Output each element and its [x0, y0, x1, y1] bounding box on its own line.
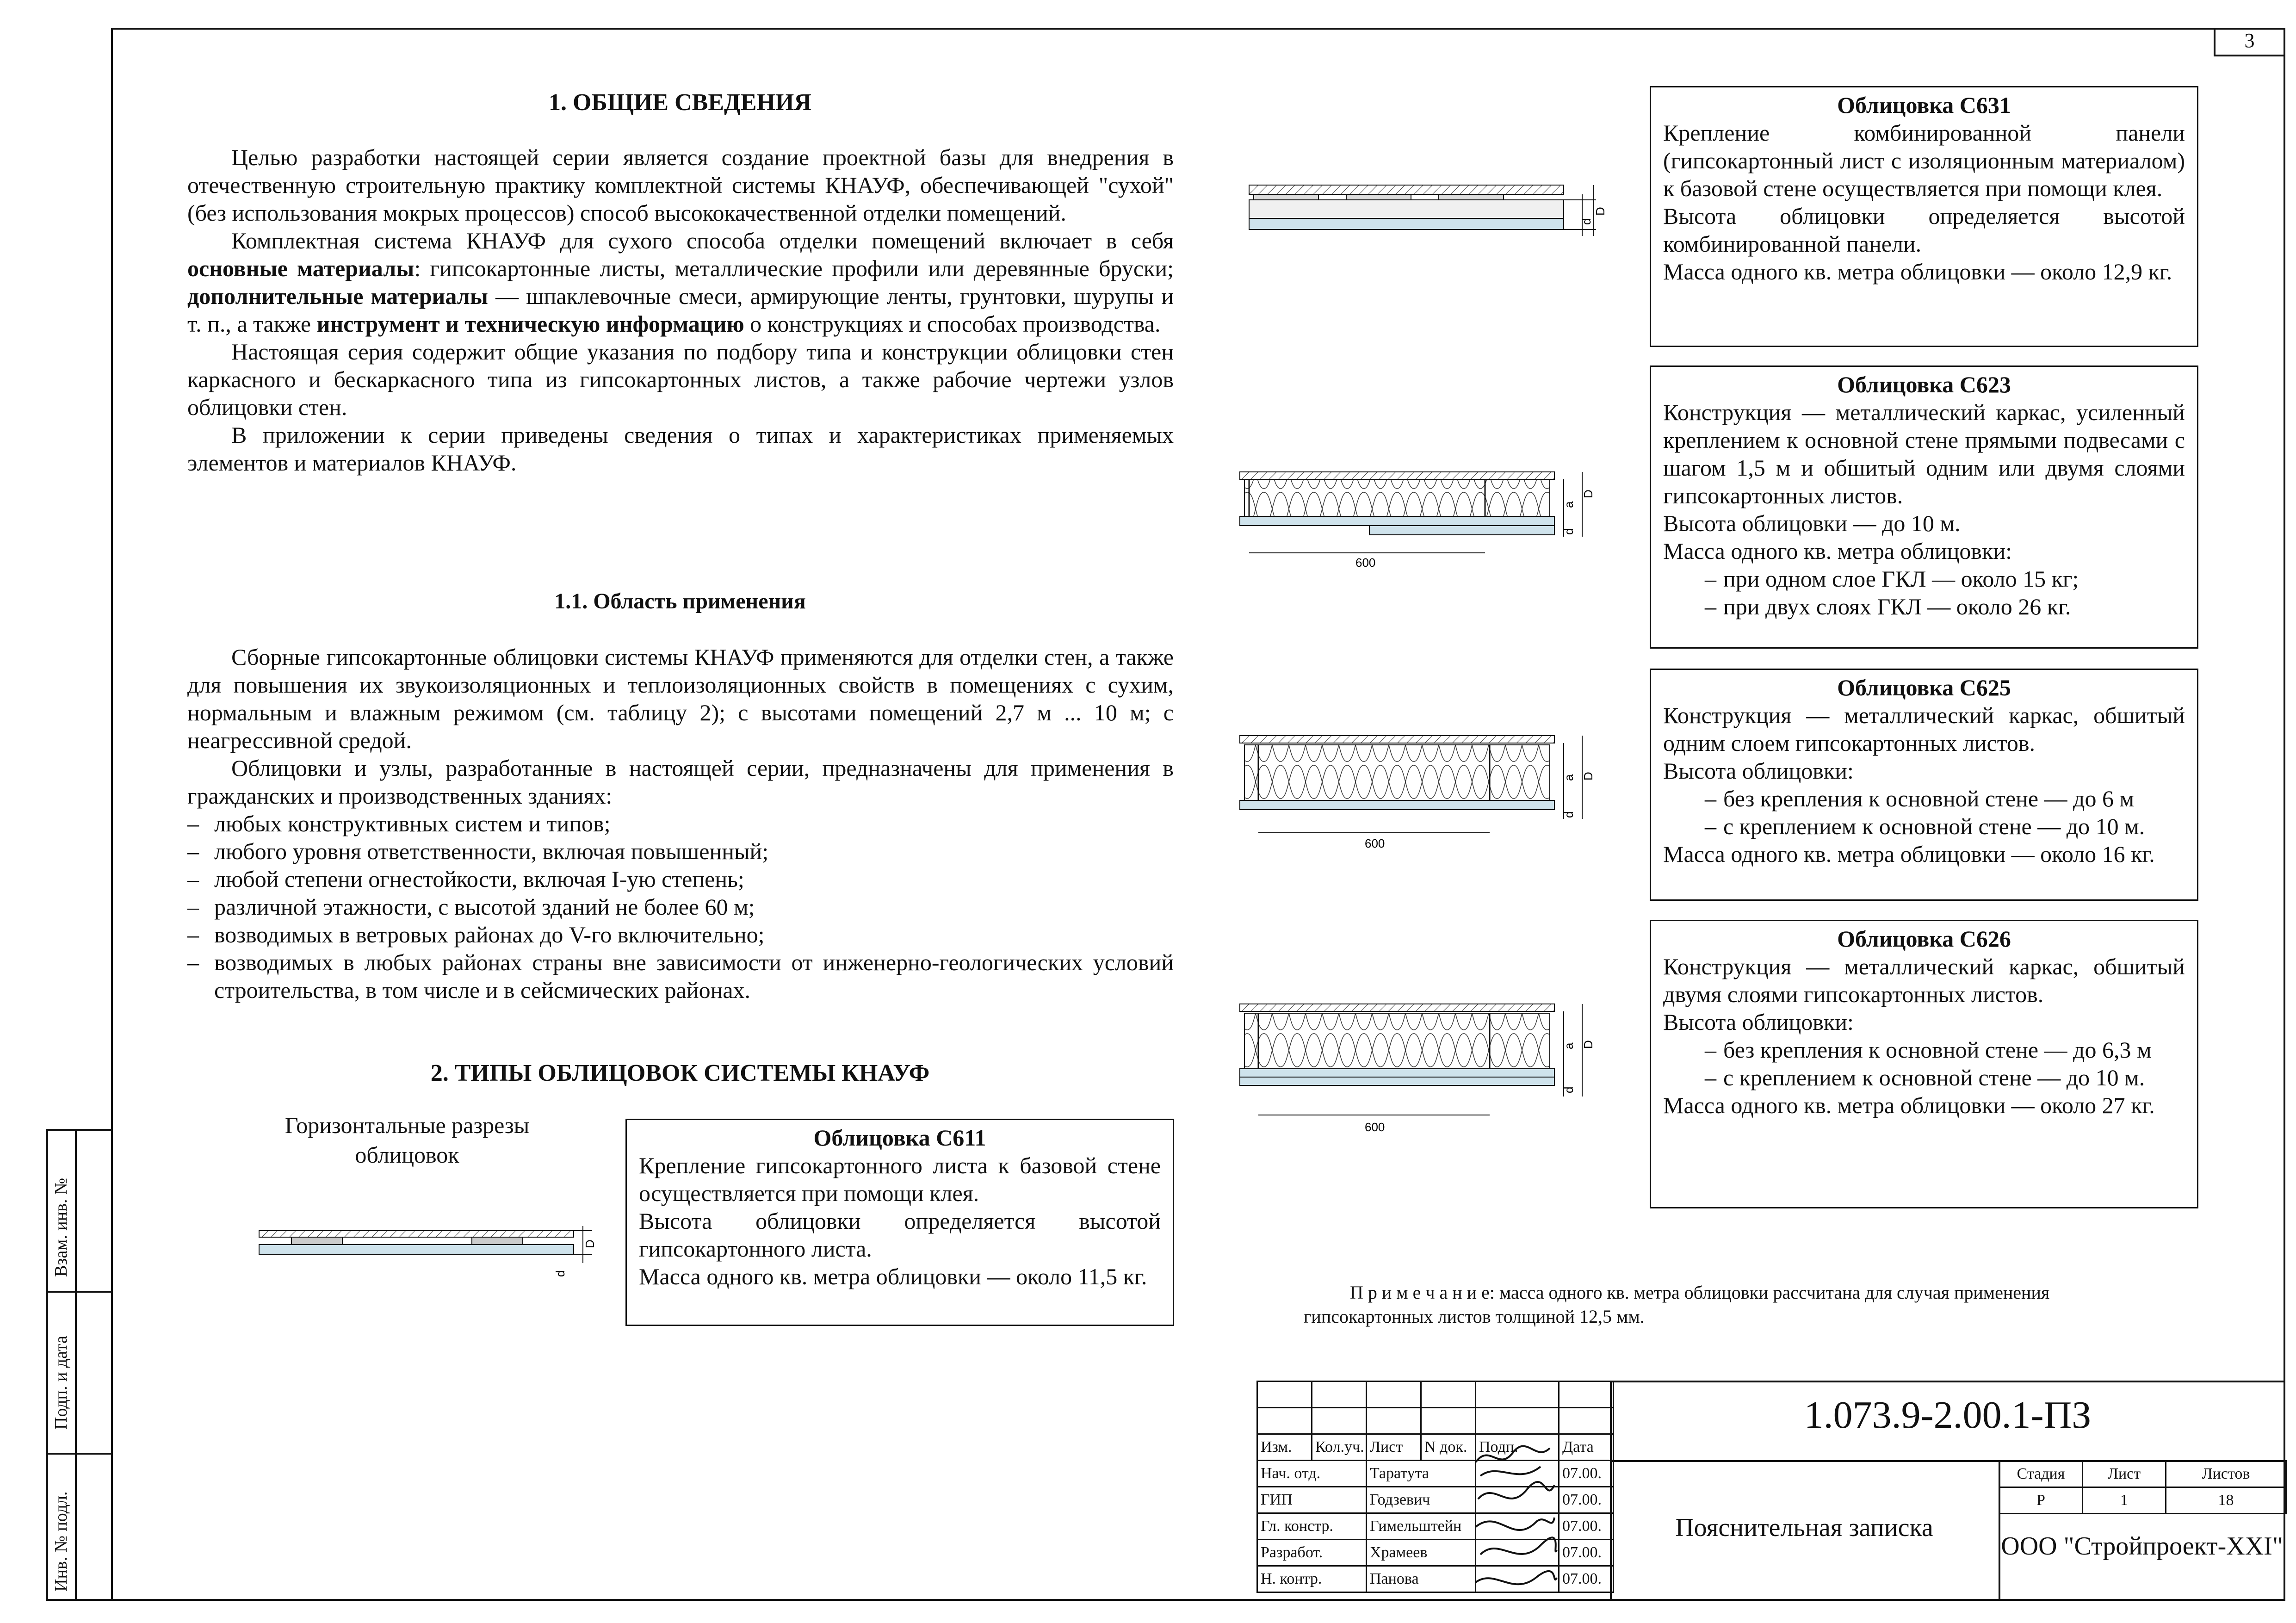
section11-text — [187, 643, 1174, 1004]
section1-para3: Настоящая серия содержит общие указания по подбору типа и конструкции облицовки стен каркасного и бескаркасного типа из гипсокартонных листов, а также рабочие чертежи узлов облицовки стен. — [187, 339, 1174, 420]
c623-item: – при одном слое ГКЛ — около 15 кг; — [1663, 565, 2185, 593]
dim-d: d — [1562, 528, 1576, 535]
revision-table — [1256, 1381, 1614, 1593]
sheet-value: 1 — [2083, 1487, 2166, 1514]
section1-text — [187, 143, 1174, 477]
dim-a: a — [1562, 501, 1576, 508]
c626-item: – с креплением к основной стене — до 10 м. — [1663, 1064, 2185, 1091]
list-item: – любых конструктивных систем и типов; — [187, 810, 1174, 837]
list-item: – любого уровня ответственности, включая повышенный; — [187, 837, 1174, 865]
sheets-value: 18 — [2166, 1487, 2286, 1514]
sign-date: 07.00. — [1559, 1566, 1614, 1592]
c626-line: Масса одного кв. метра облицовки — около 27 кг. — [1663, 1092, 2155, 1118]
organization: ООО "Стройпроект-XXI" — [2001, 1532, 2283, 1561]
sign-date: 07.00. — [1559, 1461, 1614, 1487]
col-list: Лист — [1367, 1434, 1421, 1461]
c625-line: Масса одного кв. метра облицовки — около 16 кг. — [1663, 841, 2155, 867]
c611-line: Масса одного кв. метра облицовки — около 11,5 кг. — [639, 1264, 1147, 1289]
section11-title: 1.1. Область применения — [554, 589, 806, 613]
section11-list — [187, 810, 1174, 1004]
signer-role: ГИП — [1257, 1487, 1367, 1513]
list-item: – различной этажности, с высотой зданий не более 60 м; — [187, 893, 1174, 921]
c626-item: – без крепления к основной стене — до 6,3 м — [1663, 1036, 2185, 1064]
sign-date: 07.00. — [1559, 1513, 1614, 1540]
dim-a: a — [1562, 1042, 1576, 1049]
c623-line: Конструкция — металлический каркас, усиленный креплением к основной стене прямыми подвесами с шагом 1,5 м и обшитый одним или двумя слоями гипсокартонных листов. — [1663, 399, 2185, 508]
c611-title: Облицовка С611 — [813, 1125, 986, 1151]
dim-D: D — [1581, 1040, 1595, 1049]
dim-d: d — [1562, 1086, 1576, 1093]
document-title: Пояснительная записка — [1675, 1513, 1933, 1542]
dim-d: d — [1579, 218, 1593, 225]
side-divider — [46, 1453, 113, 1455]
dim-D: D — [583, 1239, 597, 1248]
note — [1304, 1281, 2183, 1329]
c625-section-drawing — [1231, 726, 1628, 851]
note-label: П р и м е ч а н и е — [1350, 1282, 1490, 1303]
dim-D: D — [1593, 207, 1607, 216]
sheet-label: Лист — [2083, 1461, 2166, 1487]
signer-role: Разработ. — [1257, 1540, 1367, 1566]
section2-title: 2. ТИПЫ ОБЛИЦОВОК СИСТЕМЫ КНАУФ — [430, 1060, 930, 1086]
c611-box — [625, 1119, 1174, 1326]
signer-name: Годзевич — [1367, 1487, 1476, 1513]
section11-para2: Облицовки и узлы, разработанные в настоящей серии, предназначены для применения в гражданских и производственных зданиях: — [187, 755, 1174, 809]
c625-item: – с креплением к основной стене — до 10 м. — [1663, 812, 2185, 840]
signatures — [1471, 1443, 1559, 1601]
c626-title: Облицовка С626 — [1837, 926, 2011, 952]
signer-role: Нач. отд. — [1257, 1461, 1367, 1487]
side-label-podp: Подп. и дата — [51, 1335, 71, 1430]
col-izm: Изм. — [1257, 1434, 1312, 1461]
c631-box — [1650, 86, 2198, 347]
stage-label: Стадия — [1999, 1461, 2083, 1487]
dim-span: 600 — [1355, 556, 1376, 570]
col-ndok: N док. — [1421, 1434, 1476, 1461]
signer-name: Храмеев — [1367, 1540, 1476, 1566]
c623-box — [1650, 365, 2198, 649]
c631-section-drawing — [1240, 176, 1619, 259]
col-kol: Кол.уч. — [1312, 1434, 1367, 1461]
stage-value: Р — [1999, 1487, 2083, 1514]
stage-table — [1999, 1460, 2287, 1514]
side-label-vzam: Взам. инв. № — [51, 1177, 71, 1277]
c611-section-drawing — [250, 1221, 601, 1291]
section1-title: 1. ОБЩИЕ СВЕДЕНИЯ — [549, 89, 811, 116]
section1-para4: В приложении к серии приведены сведения о типах и характеристиках применяемых элементов и материалов КНАУФ. — [187, 422, 1174, 476]
col-date: Дата — [1559, 1434, 1614, 1461]
dim-d: d — [1562, 811, 1576, 818]
list-item: – возводимых в ветровых районах до V-го включительно; — [187, 921, 1174, 948]
c623-item: – при двух слоях ГКЛ — около 26 кг. — [1663, 593, 2185, 620]
signer-role: Н. контр. — [1257, 1566, 1367, 1592]
c611-line: Крепление гипсокартонного листа к базовой стене осуществляется при помощи клея. — [639, 1152, 1161, 1206]
sign-date: 07.00. — [1559, 1540, 1614, 1566]
c625-title: Облицовка С625 — [1837, 675, 2011, 700]
c626-section-drawing — [1231, 995, 1628, 1143]
dim-D: D — [1581, 489, 1595, 498]
c623-line: Высота облицовки — до 10 м. — [1663, 510, 1961, 536]
section11-para1: Сборные гипсокартонные облицовки системы КНАУФ применяются для отделки стен, а также для повышения их звукоизоляционных и теплоизоляционных свойств в помещениях с сухим, нормальным и влажным режимом (см. таблицу 2); с высотами помещений 2,7 м ... 10 м; с неагрессивной средой. — [187, 644, 1174, 753]
section1-para2: Комплектная система КНАУФ для сухого способа отделки помещений включает в себя основные материалы: гипсокартонные листы, металлические профили или деревянные бруски; дополнительные материалы — шпаклевочные смеси, армирующие ленты, грунтовки, шурупы и т. п., а также инструмент и техническую информацию о конструкциях и способах производства. — [187, 228, 1174, 337]
c623-section-drawing — [1231, 453, 1628, 574]
dim-d: d — [553, 1270, 567, 1277]
side-label-inv: Инв. № подл. — [51, 1491, 71, 1592]
list-item: – возводимых в любых районах страны вне зависимости от инженерно-геологических условий строительства, в том числе и в сейсмических районах. — [187, 948, 1174, 1004]
sheets-label: Листов — [2166, 1461, 2286, 1487]
sheet-number: 3 — [2244, 29, 2255, 52]
section1-para1: Целью разработки настоящей серии является создание проектной базы для внедрения в отечественную строительную практику комплектной системы КНАУФ, обеспечивающей "сухой" (без использования мокрых процессов) способ высококачественной отделки помещений. — [187, 144, 1174, 226]
side-divider-v — [75, 1129, 77, 1601]
list-item: – любой степени огнестойкости, включая I-ую степень; — [187, 865, 1174, 893]
c631-title: Облицовка С631 — [1837, 92, 2011, 118]
c623-line: Масса одного кв. метра облицовки: — [1663, 538, 2012, 564]
document-code: 1.073.9-2.00.1-ПЗ — [1804, 1394, 2092, 1437]
c631-line: Высота облицовки определяется высотой комбинированной панели. — [1663, 203, 2185, 257]
signer-role: Гл. констр. — [1257, 1513, 1367, 1540]
signer-name: Таратута — [1367, 1461, 1476, 1487]
dim-D: D — [1581, 772, 1595, 781]
c626-line: Высота облицовки: — [1663, 1009, 1854, 1035]
signer-name: Панова — [1367, 1566, 1476, 1592]
c625-line: Конструкция — металлический каркас, обшитый одним слоем гипсокартонных листов. — [1663, 702, 2185, 756]
c626-box — [1650, 920, 2198, 1208]
signer-name: Гимельштейн — [1367, 1513, 1476, 1540]
sections-caption: Горизонтальные разрезы облицовок — [285, 1112, 530, 1168]
c625-box — [1650, 669, 2198, 901]
c631-line: Масса одного кв. метра облицовки — около 12,9 кг. — [1663, 259, 2172, 285]
c626-line: Конструкция — металлический каркас, обшитый двумя слоями гипсокартонных листов. — [1663, 954, 2185, 1007]
dim-a: a — [1562, 774, 1576, 781]
col-podp: Подп. — [1476, 1434, 1559, 1461]
side-divider — [46, 1291, 113, 1293]
note-text: : масса одного кв. метра облицовки рассчитана для случая применения гипсокартонных листов толщиной 12,5 мм. — [1304, 1282, 2050, 1327]
c625-item: – без крепления к основной стене — до 6 м — [1663, 785, 2185, 812]
sign-date: 07.00. — [1559, 1487, 1614, 1513]
c625-line: Высота облицовки: — [1663, 758, 1854, 784]
c611-line: Высота облицовки определяется высотой гипсокартонного листа. — [639, 1208, 1161, 1262]
c623-title: Облицовка С623 — [1837, 372, 2011, 397]
dim-span: 600 — [1365, 1120, 1385, 1134]
dim-span: 600 — [1365, 836, 1385, 850]
c631-line: Крепление комбинированной панели (гипсокартонный лист с изоляционным материалом) к базовой стене осуществляется при помощи клея. — [1663, 120, 2185, 201]
